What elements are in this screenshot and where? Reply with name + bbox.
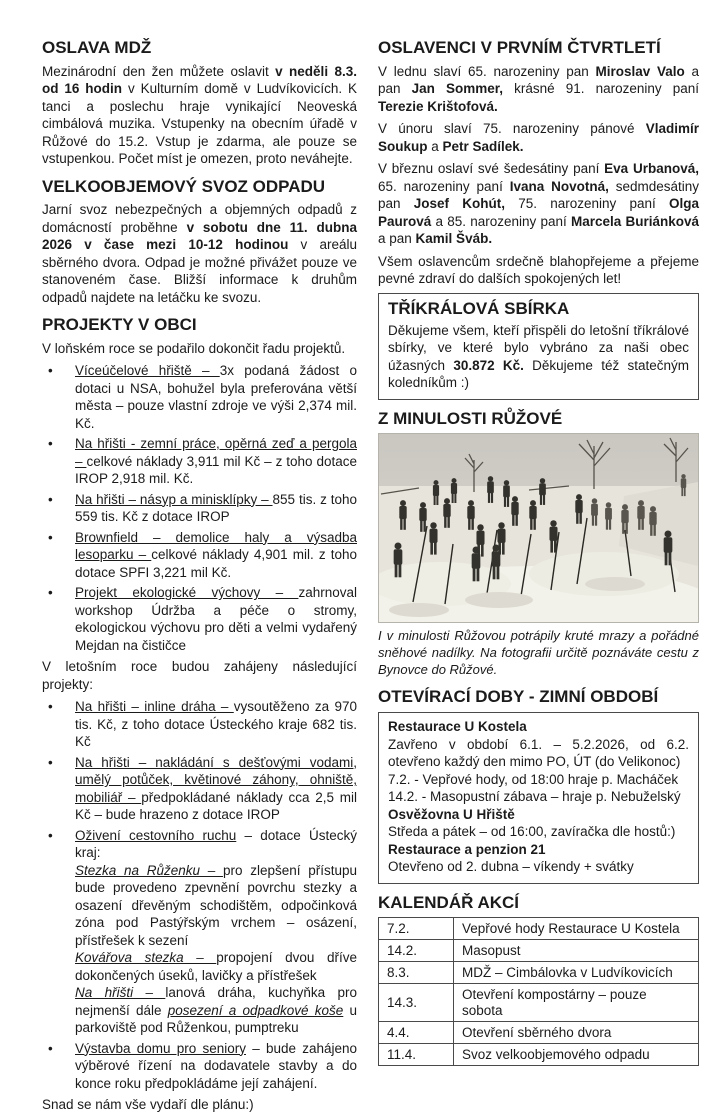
paragraph-oslava: [42, 63, 357, 168]
text-segment: Jan Sommer,: [411, 81, 504, 97]
text-segment: 30.872 Kč.: [453, 357, 524, 373]
events-table: [378, 917, 699, 1066]
text-segment: Projekt ekologické výchovy –: [75, 585, 299, 601]
paragraph-oslavenci-leden: [378, 63, 699, 116]
text-segment: a pan: [378, 63, 699, 97]
section-title-oslava-mdz: OSLAVA MDŽ: [42, 38, 152, 57]
text-segment: – bude zahájeno výběrové řízení na dodavatele stavby a do konce roku předpokládáme její zahájení.: [75, 1040, 357, 1091]
section-title-kalendar: KALENDÁŘ AKCÍ: [378, 892, 520, 912]
event-label: Otevření sběrného dvora: [454, 1022, 699, 1044]
text-segment: – dotace Ústecký kraj:: [75, 827, 357, 861]
text-segment: a: [427, 138, 443, 154]
venue-name: Osvěžovna U Hřiště: [388, 806, 515, 822]
text-segment: sedmdesátiny pan: [378, 178, 699, 212]
text-segment: Děkujeme všem, kteří přispěli do letošní tříkrálové sbírky, ve které bylo vybráno za naši obec úžasných: [388, 322, 689, 373]
text-segment: 855 tis. z toho 559 tis. Kč z dotace IROP: [75, 491, 357, 525]
list-item-line: [75, 984, 357, 1037]
opening-hours-line: Otevřeno od 2. dubna – víkendy + svátky: [388, 859, 634, 875]
text-segment: předpokládané náklady cca 2,5 mil Kč – bude hrazeno z dotace IROP: [75, 789, 357, 823]
text-segment: Kovářova stezka –: [75, 950, 217, 966]
paragraph-projekty-outro: [42, 1096, 357, 1114]
list-item: [42, 362, 357, 432]
section-title-svoz-odpadu: VELKOOBJEMOVÝ SVOZ ODPADU: [42, 176, 326, 196]
historic-photo-illustration: [379, 434, 698, 622]
opening-hours-line: Zavřeno v období 6.1. – 5.2.2026, od 6.2. otevřeno každý den mimo PO, ÚT (do Velikonoc): [388, 736, 689, 770]
table-row: [379, 1044, 699, 1066]
paragraph-projekty-mid: [42, 658, 357, 693]
table-row: [379, 1022, 699, 1044]
event-date: 8.3.: [379, 962, 454, 984]
section-title-minulost: Z MINULOSTI RŮŽOVÉ: [378, 408, 563, 428]
text-segment: Stezka na Růženku –: [75, 862, 223, 878]
text-segment: propojení dvou dříve dokončených úseků, lavičky a přístřešek: [75, 950, 357, 983]
event-label: Svoz velkoobjemového odpadu: [454, 1044, 699, 1066]
text-segment: Na hřišti – nakládání s dešťovými vodami, umělý potůček, květinové záhony, ohniště, mobiliář –: [75, 754, 357, 805]
text-segment: Olga Paurová: [378, 196, 699, 229]
list-item: [42, 529, 357, 582]
opening-hours-line: Středa a pátek – od 16:00, zavíračka dle hostů:): [388, 824, 676, 840]
event-label: Otevření kompostárny – pouze sobota: [454, 984, 699, 1022]
text-segment: pro zlepšení přístupu bude provedeno zpevnění povrchu stezky a osazení dřevěným schodištěm, odpočinková zóna pod Pastýřským vrchem – osázení, přístřešek k sezení: [75, 862, 357, 948]
historic-photo: [378, 433, 699, 623]
text-segment: Na hřišti – násyp a minisklípky –: [75, 491, 273, 507]
text-segment: 3x podaná žádost o dotaci u NSA, bohužel byla preferována větší města – pouze vlastní zdroje ve výši 2,374 mil. Kč.: [75, 363, 357, 431]
section-title-projekty: PROJEKTY V OBCI: [42, 315, 197, 335]
text-segment: Eva Urbanová,: [604, 161, 699, 177]
list-item-line: [75, 862, 357, 950]
opening-hours-line: 7.2. - Vepřové hody, od 18:00 hraje p. Macháček: [388, 771, 679, 787]
trikralova-sbirka-box: [378, 293, 699, 400]
text-segment: Kamil Šváb.: [415, 231, 493, 247]
text-segment: Miroslav Valo: [595, 63, 685, 79]
list-item: [42, 827, 357, 1037]
paragraph-oslavenci-prani: [378, 253, 699, 288]
event-date: 4.4.: [379, 1022, 454, 1044]
text-segment: Vladimír Soukup: [378, 121, 699, 154]
event-date: 14.2.: [379, 940, 454, 962]
text-segment: V březnu oslaví své šedesátiny paní: [378, 161, 605, 177]
text-segment: krásné 91. narozeniny paní: [503, 81, 699, 97]
text-segment: Petr Sadílek.: [442, 138, 524, 154]
right-column: [378, 38, 699, 1114]
text-segment: V lednu slaví 65. narozeniny pan: [378, 63, 596, 79]
text-segment: V loňském roce se podařilo dokončit řadu projektů.: [42, 340, 346, 356]
paragraph-projekty-intro: [42, 340, 357, 358]
text-segment: v sobotu dne 11. dubna 2026 v čase mezi 10-12 hodinou: [42, 219, 357, 253]
list-item-line: [75, 949, 357, 984]
table-row: [379, 918, 699, 940]
text-segment: Josef Kohút,: [413, 196, 505, 212]
list-item-line: [75, 827, 357, 862]
table-row: [379, 940, 699, 962]
opening-hours-line: 14.2. - Masopustní zábava – hraje p. Nebuželský: [388, 789, 681, 805]
text-segment: u parkoviště pod Růženkou, pumptreku: [75, 1002, 358, 1036]
text-segment: Ivana Novotná,: [509, 178, 609, 194]
list-item: [42, 1040, 357, 1093]
text-segment: Terezie Krištofová.: [378, 98, 498, 114]
list-item: [42, 435, 357, 488]
box-title-sbirka: TŘÍKRÁLOVÁ SBÍRKA: [388, 298, 570, 318]
projects-done-list: [42, 362, 357, 654]
opening-hours-box: [378, 712, 699, 884]
event-label: Masopust: [454, 940, 699, 962]
text-segment: Marcela Buriánková: [570, 213, 699, 229]
text-segment: Brownfield – demolice haly a výsadba lesoparku –: [75, 529, 357, 563]
text-segment: Oživení cestovního ruchu: [75, 827, 237, 843]
text-segment: v neděli 8.3. od 16 hodin: [42, 63, 357, 97]
text-segment: Všem oslavencům srdečně blahopřejeme a přejeme pevné zdraví do dalších spokojených let!: [378, 253, 699, 287]
paragraph-oslavenci-brezen: [378, 160, 699, 248]
text-segment: Na hřišti - zemní práce, opěrná zeď a pergola –: [75, 436, 357, 469]
text-segment: I v minulosti Růžovou potrápily kruté mrazy a pořádné sněhové nadílky. Na fotografii určitě poznáváte cestu z Bynovce do Růžové.: [378, 628, 699, 678]
text-segment: Na hřišti –: [75, 985, 166, 1001]
event-date: 11.4.: [379, 1044, 454, 1066]
list-item: [42, 698, 357, 751]
event-date: 14.3.: [379, 984, 454, 1022]
paragraph-svoz: [42, 201, 357, 306]
text-segment: V letošním roce budou zahájeny následující projekty:: [42, 659, 357, 692]
text-segment: 75. narozeniny paní: [504, 196, 669, 212]
table-row: [379, 962, 699, 984]
text-segment: Snad se nám vše vydaří dle plánu:): [42, 1097, 254, 1113]
text-segment: 65. narozeniny paní: [378, 178, 510, 194]
photo-caption: [378, 627, 699, 678]
text-segment: a pan: [378, 231, 416, 247]
text-segment: v Kulturním domě v Ludvíkovicích. K tanci a poslechu hraje vynikající Neoveská cimbálová muzika. Vstupenky na obecním úřadě v Růžové do 15.2. Vstup je zdarma, ale pouze se vstupenkou. Počet míst je omezen, proto neváhejte.: [42, 81, 358, 167]
event-date: 7.2.: [379, 918, 454, 940]
text-segment: vysoutěženo za 970 tis. Kč, z toho dotace Ústeckého kraje 682 tis. Kč: [75, 699, 357, 750]
section-title-oslavenci: OSLAVENCI V PRVNÍM ČTVRTLETÍ: [378, 38, 661, 57]
text-segment: a 85. narozeniny paní: [431, 213, 571, 229]
text-segment: celkové náklady 4,901 mil. z toho dotace SPFI 3,221 mil Kč.: [75, 547, 357, 580]
text-segment: Mezinárodní den žen můžete oslavit: [42, 63, 276, 79]
text-segment: V únoru slaví 75. narozeniny pánové: [378, 121, 646, 137]
projects-planned-list: [42, 698, 357, 1092]
event-label: Vepřové hody Restaurace U Kostela: [454, 918, 699, 940]
event-label: MDŽ – Cimbálovka v Ludvíkovicích: [454, 962, 699, 984]
text-segment: v areálu sběrného dvora. Odpad je možné přivážet pouze ve stanoveném čase. Bližší informace k druhům odpadů najdete na letáčku ke svozu.: [42, 237, 357, 305]
left-column: [42, 38, 357, 1114]
text-segment: celkové náklady 3,911 mil Kč – z toho dotace IROP 2,918 mil. Kč.: [75, 453, 357, 487]
text-segment: Výstavba domu pro seniory: [75, 1040, 246, 1056]
text-segment: Na hřišti – inline dráha –: [75, 699, 234, 715]
list-item: [42, 754, 357, 824]
text-segment: Jarní svoz nebezpečných a objemných odpadů z domácností proběhne: [42, 202, 357, 235]
text-segment: Děkujeme též statečným koledníkům :): [388, 357, 689, 391]
paragraph-oslavenci-unor: [378, 120, 699, 155]
text-segment: Víceúčelové hřiště –: [75, 363, 220, 379]
text-segment: zahrnoval workshop Údržba a péče o stromy, ekologickou výchovu pro děti a velmi vydařený Mejdan na čističce: [75, 585, 357, 653]
list-item: [42, 584, 357, 654]
venue-name: Restaurace U Kostela: [388, 719, 527, 735]
list-item: [42, 491, 357, 526]
text-segment: posezení a odpadkové koše: [167, 1002, 344, 1018]
venue-name: Restaurace a penzion 21: [388, 841, 546, 857]
text-segment: lanová dráha, kuchyňka pro nejmenší dále: [75, 985, 357, 1018]
paragraph-sbirka: [388, 322, 689, 392]
table-row: [379, 984, 699, 1022]
section-title-oteviraci-doby: OTEVÍRACÍ DOBY - ZIMNÍ OBDOBÍ: [378, 687, 659, 707]
